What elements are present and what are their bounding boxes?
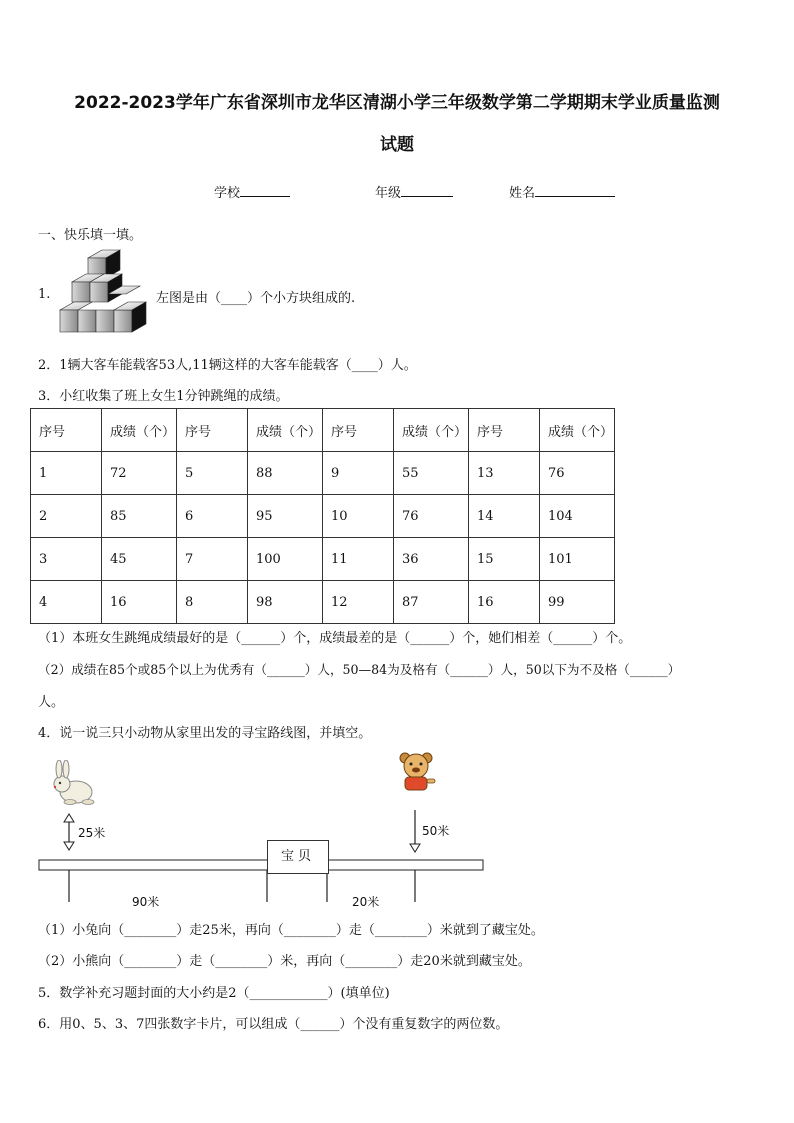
- table-cell: 6: [177, 495, 248, 538]
- label-20m: 20米: [352, 895, 380, 909]
- q4-sub2: （2）小熊向（________）走（________）米，再向（________）走20米就到藏宝处。: [38, 954, 531, 969]
- q3-sub2: （2）成绩在85个或85个以上为优秀有（______）人，50—84为及格有（______）人，50以下为不及格（______）: [38, 662, 681, 677]
- table-cell: 76: [540, 452, 615, 495]
- label-25m: 25米: [78, 826, 106, 840]
- grade-field: [375, 182, 453, 201]
- table-cell: 15: [469, 538, 540, 581]
- header-cell: 序号: [323, 409, 394, 452]
- q4-intro: 4．说一说三只小动物从家里出发的寻宝路线图，并填空。: [38, 726, 372, 741]
- header-cell: 成绩（个）: [394, 409, 469, 452]
- table-cell: 10: [323, 495, 394, 538]
- table-cell: 101: [540, 538, 615, 581]
- table-row: [31, 538, 615, 581]
- q2-text: 2．1辆大客车能载客53人,11辆这样的大客车能载客（____）人。: [38, 358, 417, 373]
- school-blank: [240, 182, 290, 197]
- table-cell: 3: [31, 538, 102, 581]
- table-cell: 72: [102, 452, 177, 495]
- page-title: 2022-2023学年广东省深圳市龙华区清湖小学三年级数学第二学期期末学业质量监测: [74, 93, 720, 113]
- grade-label: 年级: [375, 186, 402, 201]
- q4-sub1: （1）小兔向（________）走25米，再向（________）走（________）米就到了藏宝处。: [38, 923, 544, 938]
- treasure-box: 宝贝: [267, 840, 329, 874]
- q3-intro: 3．小红收集了班上女生1分钟跳绳的成绩。: [38, 389, 289, 404]
- table-cell: 8: [177, 581, 248, 624]
- table-cell: 55: [394, 452, 469, 495]
- grade-blank: [401, 182, 453, 197]
- table-cell: 2: [31, 495, 102, 538]
- school-label: 学校: [214, 186, 241, 201]
- table-cell: 14: [469, 495, 540, 538]
- cube-stack-figure: [58, 248, 154, 340]
- table-cell: 88: [248, 452, 323, 495]
- table-cell: 98: [248, 581, 323, 624]
- table-cell: 11: [323, 538, 394, 581]
- road-bar: [39, 860, 483, 870]
- table-cell: 87: [394, 581, 469, 624]
- q1-number: 1.: [38, 287, 51, 302]
- table-cell: 7: [177, 538, 248, 581]
- name-label: 姓名: [509, 186, 536, 201]
- scores-table: [30, 408, 615, 624]
- table-cell: 13: [469, 452, 540, 495]
- section-heading: 一、快乐填一填。: [38, 228, 143, 243]
- table-header-row: [31, 409, 615, 452]
- q6-text: 6．用0、5、3、7四张数字卡片，可以组成（______）个没有重复数字的两位数。: [38, 1017, 509, 1032]
- table-cell: 1: [31, 452, 102, 495]
- header-cell: 成绩（个）: [248, 409, 323, 452]
- header-cell: 成绩（个）: [102, 409, 177, 452]
- table-cell: 16: [469, 581, 540, 624]
- table-cell: 76: [394, 495, 469, 538]
- table-row: [31, 495, 615, 538]
- table-cell: 36: [394, 538, 469, 581]
- q5-text: 5．数学补充习题封面的大小约是2（____________）(填单位): [38, 986, 390, 1001]
- q3-sub1: （1）本班女生跳绳成绩最好的是（______）个，成绩最差的是（______）个，她们相差（______）个。: [38, 631, 632, 646]
- header-cell: 序号: [177, 409, 248, 452]
- header-cell: 成绩（个）: [540, 409, 615, 452]
- table-cell: 9: [323, 452, 394, 495]
- table-cell: 95: [248, 495, 323, 538]
- q1-text: 左图是由（____）个小方块组成的.: [156, 291, 356, 306]
- table-cell: 12: [323, 581, 394, 624]
- label-50m: 50米: [422, 824, 450, 838]
- bear-icon: [396, 750, 438, 792]
- table-row: [31, 452, 615, 495]
- header-cell: 序号: [31, 409, 102, 452]
- q3-sub2-cont: 人。: [38, 695, 65, 710]
- page-title-line2: 试题: [380, 135, 414, 155]
- table-cell: 45: [102, 538, 177, 581]
- table-cell: 85: [102, 495, 177, 538]
- table-cell: 16: [102, 581, 177, 624]
- table-cell: 4: [31, 581, 102, 624]
- rabbit-icon: [48, 760, 96, 806]
- school-field: [214, 182, 290, 201]
- name-field: [509, 182, 615, 201]
- table-cell: 100: [248, 538, 323, 581]
- route-diagram: [0, 810, 794, 910]
- header-cell: 序号: [469, 409, 540, 452]
- table-cell: 5: [177, 452, 248, 495]
- label-90m: 90米: [132, 895, 160, 909]
- table-row: [31, 581, 615, 624]
- name-blank: [535, 182, 615, 197]
- table-cell: 104: [540, 495, 615, 538]
- table-cell: 99: [540, 581, 615, 624]
